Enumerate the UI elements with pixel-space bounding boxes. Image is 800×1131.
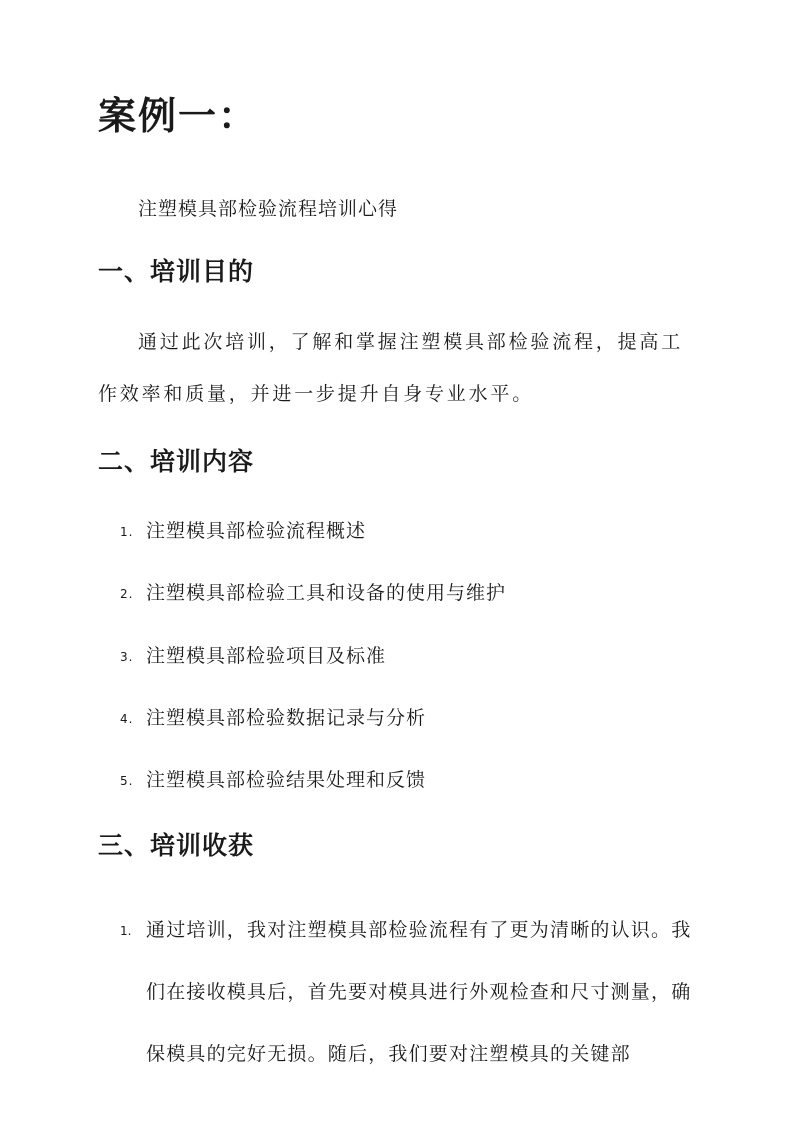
section-heading-purpose: 一、培训目的: [98, 257, 255, 286]
list-item-number: 3.: [120, 649, 134, 664]
list-item-text: 注塑模具部检验结果处理和反馈: [146, 769, 427, 791]
content-list-item: [120, 705, 426, 732]
content-list-item: [120, 767, 426, 794]
list-item-text: 注塑模具部检验工具和设备的使用与维护: [146, 582, 507, 604]
list-item-text: 通过培训，我对注塑模具部检验流程有了更为清晰的认识。我们在接收模具后，首先要对模具进行外观检查和尺寸测量，确保模具的完好无损。随后，我们要对注塑模具的关键部: [146, 919, 692, 1065]
content-list-item: [120, 580, 506, 607]
case-title: 案例一：: [98, 94, 259, 138]
list-item-number: 4.: [120, 711, 134, 726]
list-item-text: 注塑模具部检验项目及标准: [146, 645, 387, 667]
purpose-paragraph: 通过此次培训，了解和掌握注塑模具部检验流程，提高工作效率和质量，并进一步提升自身专业水平。: [98, 331, 684, 405]
document-subtitle: 注塑模具部检验流程培训心得: [138, 198, 399, 220]
content-list-item: [120, 643, 386, 670]
list-item-number: 1.: [120, 524, 134, 539]
list-item-text: 注塑模具部检验流程概述: [146, 520, 367, 542]
gains-list-item: [120, 899, 700, 1065]
section-heading-content: 二、培训内容: [98, 447, 255, 476]
content-list-item: [120, 518, 366, 545]
list-item-number: 1.: [120, 923, 132, 938]
section-heading-gains: 三、培训收获: [98, 831, 255, 860]
list-item-number: 5.: [120, 773, 134, 788]
list-item-text: 注塑模具部检验数据记录与分析: [146, 707, 427, 729]
list-item-number: 2.: [120, 586, 134, 601]
